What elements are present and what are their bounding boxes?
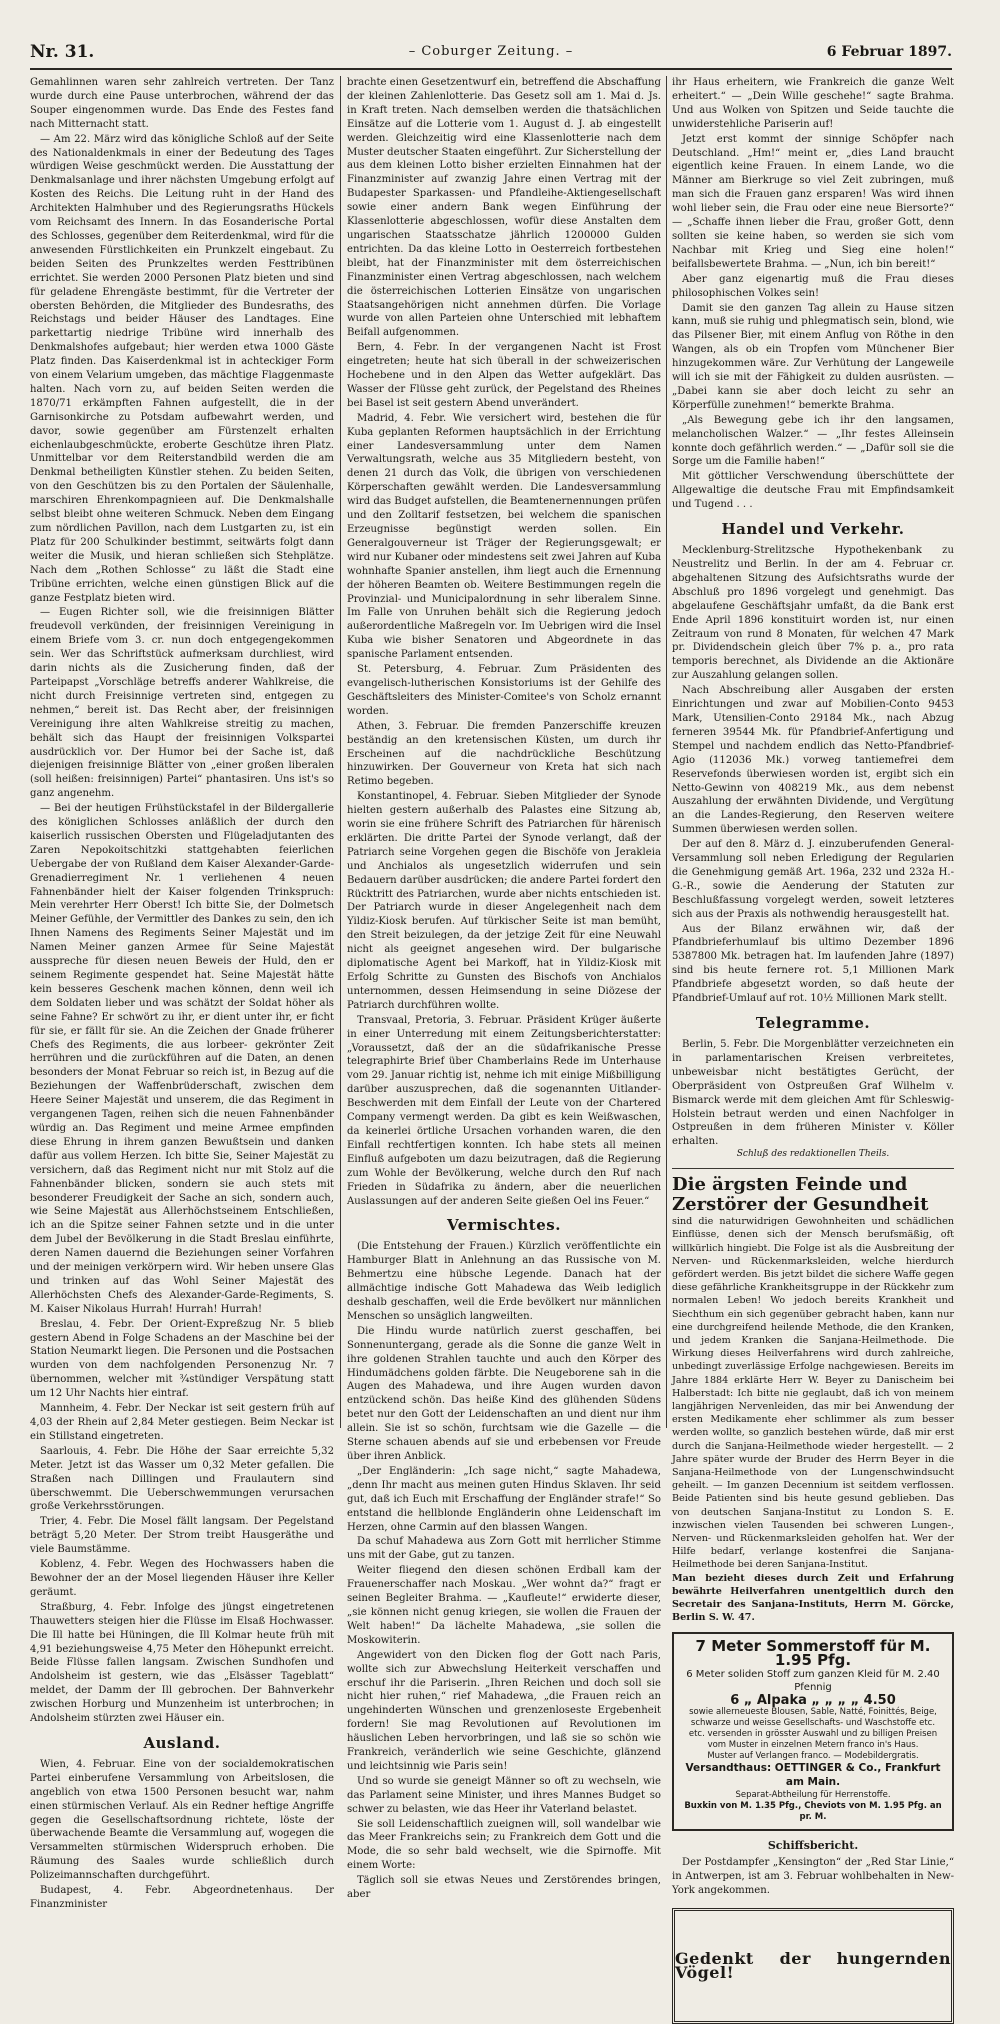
article-paragraph: Aber ganz eigenartig muß die Frau dieses philosophischen Volkes sein!	[672, 273, 954, 299]
section-title-ausland: Ausland.	[143, 1733, 221, 1752]
news-item: Nach Abschreibung aller Ausgaben der ersten Einrichtungen und zwar auf Mobilien-Conto 9453 Mark, Utensilien-Conto 29184 Mk., nach Abzug ferneren 39544 Mk. für Pfandbrief-Anfertigung und Stempel und nachdem endlich das Netto-Pfandbrief-Agio (112036 Mk.) vorweg tantiemefrei dem Reservefonds überwiesen worden ist, ergibt sich ein Netto-Gewinn von 408219 Mk., aus dem nebenst Auszahlung der erwähnten Dividende, und Vergütung an die Landes-Regierung, den Reserven weitere Summen überwiesen werden sollen.	[672, 685, 954, 836]
ad-line: Muster auf Verlangen franco. — Modebildergratis.	[707, 1751, 919, 1762]
advertisement-fabric	[672, 1632, 954, 1831]
news-item: Wien, 4. Februar. Eine von der socialdemokratischen Partei einberufene Versammlung von Arbeitslosen, die angeblich von etwa 1500 Personen besucht war, nahm einen stürmischen Verlauf. Als ein Redner heftige Angriffe gegen die Gesellschaftsordnung richtete, löste der überwachende Beamte die Versammlung auf, wogegen die Versammelten stürmischen Widerspruch erhoben. Die Räumung des Saales wurde schließlich durch Polizeimannschaften durchgeführt.	[30, 1758, 334, 1882]
ad-headline: 7 Meter Sommerstoff für M. 1.95 Pfg.	[695, 1637, 931, 1670]
news-item: Trier, 4. Febr. Die Mosel fällt langsam. Der Pegelstand beträgt 5,20 Meter. Der Strom treibt Hausgeräthe und viele Baumstämme.	[30, 1516, 334, 1556]
article-paragraph: — Bei der heutigen Frühstückstafel in der Bildergallerie des königlichen Schlosses anläßlich der durch den kaiserlich russischen Obersten und Flügeladjutanten des Zaren Nepokoitschitzki stattgehabten feierlichen Uebergabe der von Rußland dem Kaiser Alexander-Garde-Grenadierregiment Nr. 1 verliehenen 4 neuen Fahnenbänder hielt der Kaiser folgenden Trinkspruch: Mein verehrter Herr Oberst! Ich bitte Sie, der Dolmetsch Meiner Gefühle, der Vermittler des Dankes zu sein, den ich Ihnen Namens des Regiments Seiner Majestät und im Namen Meiner ganzen Armee für Seine Majestät ausspreche für diesen neuen Beweis der Huld, den er seinem Regimente gespendet hat. Seine Majestät hätte kein besseres Geschenk machen können, denn weil ich dem Soldaten lieber und was schätzt der Soldat höher als seine Fahne? Er schwört zu ihr, er dient unter ihr, er ficht für sie, er fällt für sie. An die Zeichen der Gnade früherer Chefs des Regiments, die aus lorbeer- gekrönter Zeit herrühren und die zurückführen auf die Daten, an denen besonders der Monat Februar so reich ist, in Bezug auf die Beziehungen der Waffenbrüderschaft, zwischen dem Heere Seiner Majestät und unserem, die das Regiment in vergangenen Tagen, reihen sich die neuen Fahnenbänder würdig an. Das Regiment und meine Armee empfinden diese Ehrung in ihrem ganzen Bewußtsein und danken dafür aus vollem Herzen. Ich bitte Sie, Seiner Majestät zu versichern, daß das Regiment nicht nur mit Stolz auf die Fahnenbänder blicken, sondern sie auch stets mit besonderer Freudigkeit der Sache an sich, sondern auch, wie Seine Majestät aus Allerhöchstseinem Entschließen, ich an die Spitze seiner Fahnen setzte und in die unter dem Jubel der Bevölkerung in die Stadt Breslau einführte, deren Namen dauernd die Beziehungen seiner Vorfahren und der meinigen verkörpern wird. Wir heben unsere Glas und trinken auf das Wohl Seiner Majestät des Allerhöchsten Chefs des Alexander-Garde-Regiments, S. M. Kaiser Nikolaus Hurrah! Hurrah! Hurrah!	[30, 803, 334, 1315]
article-paragraph: Täglich soll sie etwas Neues und Zerstörendes bringen, aber	[347, 1875, 661, 1901]
advertisement-health	[672, 1175, 954, 1624]
ad-line: sowie allerneueste Blousen, Sable, Natté, Foinittés, Beige, schwarze und weisse Gesellschafts- und Waschstoffe etc. etc. versenden in grösster Auswahl und zu billigen Preisen vom Muster in einzelnen Metern franco in's Haus.	[688, 1707, 938, 1751]
notice-birds	[672, 1908, 954, 2024]
article-paragraph: Gemahlinnen waren sehr zahlreich vertreten. Der Tanz wurde durch eine Pause unterbrochen, während der das Souper eingenommen wurde. Das Ende des Festes fand nach Mitternacht statt.	[30, 77, 334, 130]
news-item: Aus der Bilanz erwähnen wir, daß der Pfandbrieferhumlauf bis ultimo Dezember 1896 5387800 Mk. betragen hat. Im laufenden Jahre (1897) sind bis heute fernere rot. 5,1 Millionen Mark Pfandbriefe abgesetzt worden, so daß heute der Pfandbrief-Umlauf auf rot. 10½ Millionen Mark stellt.	[672, 923, 954, 1005]
article-paragraph: Und so wurde sie geneigt Männer so oft zu wechseln, wie das Parlament seine Minister, und ihres Mannes Budget so schwer zu belasten, wie das Heer ihr Vaterland belastet.	[347, 1775, 661, 1815]
article-paragraph: Da schuf Mahadewa aus Zorn Gott mit herrlicher Stimme uns mit der Gabe, gut zu tanzen.	[347, 1536, 661, 1562]
divider	[672, 1168, 954, 1169]
news-item: Der Postdampfer „Kensington“ der „Red Star Linie,“ in Antwerpen, ist am 3. Februar wohlbehalten in New-York angekommen.	[672, 1856, 954, 1896]
article-paragraph: Sie soll Leidenschaftlich zueignen will, soll wandelbar wie das Meer Frankreichs sein; zu Frankreich dem Gott und die Mode, die so sehr bald wechselt, wie die Spirnoffe. Mit einem Worte:	[347, 1818, 661, 1872]
article-paragraph: Damit sie den ganzen Tag allein zu Hause sitzen kann, muß sie ruhig und phlegmatisch sein, blond, wie das Pilsener Bier, mit einem Anflug von Röthe in den Wangen, als ob ein Tropfen vom Münchener Bier hinzugekommen wäre. Zur Verhütung der Langeweile will ich sie mit der Fähigkeit zu dulden ausrüsten. — „Dabei kann sie aber doch leicht zu sehr an Körperfülle zunehmen!“ bemerkte Brahma.	[672, 302, 954, 411]
article-paragraph: ihr Haus erheitern, wie Frankreich die ganze Welt erheitert.“ — „Dein Wille geschehe!“ sagte Brahma. Und aus Wolken von Spitzen und Seide tauchte die unwiderstehliche Pariserin auf!	[672, 77, 954, 130]
news-item: Transvaal, Pretoria, 3. Februar. Präsident Krüger äußerte in einer Unterredung mit einem Zeitungsberichterstatter: „Voraussetzt, daß der an die südafrikanische Presse telegraphirte Brief über Chamberlains Rede im Unterhause vom 29. Januar richtig ist, nehme ich mit einige Mißbilligung darüber auszusprechen, daß die sogenannten Uitlander-Beschwerden mit dem Einfall der Leute von der Chartered Company vermengt werden. Da gibt es kein Weißwaschen, da keinerlei örtliche Ursachen vorhanden waren, die den Einfall rechtfertigen konnten. Ich habe stets all meinen Einfluß aufgeboten um dazu beizutragen, daß die Regierung zum Wohle der Bevölkerung, welche durch den Ruf nach Frieden in Südafrika zu ändern, aber die neuerlichen Auslassungen auf der anderen Seite gießen Oel ins Feuer.“	[347, 1014, 661, 1207]
news-item: Koblenz, 4. Febr. Wegen des Hochwassers haben die Bewohner der an der Mosel liegenden Häuser ihre Keller geräumt.	[30, 1559, 334, 1598]
ad-line: 6 Meter soliden Stoff zum ganzen Kleid für M. 2.40 Pfennig	[686, 1669, 940, 1694]
news-item: Konstantinopel, 4. Februar. Sieben Mitglieder der Synode hielten gestern außerhalb des Palastes eine Sitzung ab, worin sie eine frühere Schrift des Patriarchen für härenisch erklärten. Die dritte Partei der Synode verlangt, daß der Patriarch seine Vorgehen gegen die Bischöfe von Jerakleia und Anchialos als ungesetzlich widerrufen und sein Bedauern darüber ausdrücken; die andere Partei fordert den Rücktritt des Patriarchen, wurde aber nichts entschieden ist. Der Patriarch wurde in dieser Angelegenheit nach dem Yildiz-Kiosk berufen. Auf türkischer Seite ist man bemüht, den Streit beizulegen, da der jetzige Zeit für eine Neuwahl nicht als geeignet angesehen wird. Der bulgarische diplomatische Agent bei Markoff, hat in Yildiz-Kiosk mit Erfolg Schritte zu Gunsten des Bischofs von Anchialos unternommen, dessen Heimsendung in seine Diözese der Patriarch durchführen wollte.	[347, 791, 661, 1011]
issue-number: Nr. 31.	[30, 42, 95, 62]
news-item: Breslau, 4. Febr. Der Orient-Expreßzug Nr. 5 blieb gestern Abend in Folge Schadens an der Maschine bei der Station Neumarkt liegen. Die Personen und die Postsachen wurden von dem nachfolgenden Personenzug Nr. 7 übernommen, welcher mit ¾stündiger Verspätung statt um 12 Uhr Nachts hier eintraf.	[30, 1318, 334, 1400]
notice-text: Gedenkt der hungernden Vögel!	[675, 1948, 951, 1982]
editorial-end-note: Schluß des redaktionellen Theils.	[736, 1149, 890, 1160]
ad-firm: Versandthaus: OETTINGER & Co., Frankfurt am Main.	[685, 1762, 941, 1789]
news-item: Straßburg, 4. Febr. Infolge des jüngst eingetretenen Thauwetters steigen hier die Flüsse im Elsaß Hochwasser. Die Ill hatte bei Hüningen, die Ill Kolmar heute früh mit 4,91 beziehungsweise 4,75 Meter den Höhepunkt erreicht. Beide Flüsse fallen langsam. Zwischen Sundhofen und Andolsheim ist gestern, wie das „Elsässer Tageblatt“ meldet, der Damm der Ill gebrochen. Der Bahnverkehr zwischen Horburg und Munzenheim ist unterbrochen; in Andolsheim stürzten zwei Häuser ein.	[30, 1601, 334, 1725]
ad-line: Separat-Abtheilung für Herrenstoffe.	[735, 1790, 891, 1801]
page-header	[30, 38, 952, 70]
article-paragraph: brachte einen Gesetzentwurf ein, betreffend die Abschaffung der kleinen Zahlenlotterie. Das Gesetz soll am 1. Mai d. Js. in Kraft treten. Nach demselben werden die thatsächlichen Einsätze auf die Lotterie vom 1. August d. J. ab eingestellt werden. Gleichzeitig wird eine Klassenlotterie nach dem Muster deutscher Staaten eingeführt. Zur Sicherstellung der aus dem kleinen Lotto bisher erzielten Einnahmen hat der Finanzminister auf zwanzig Jahre einen Vertrag mit der Budapester Sparkassen- und Pfandleihe-Aktiengesellschaft sowie einer andern Bank wegen Einführung der Klassenlotterie abgeschlossen, wofür diese Anstalten dem ungarischen Staatsschatze jährlich 1200000 Gulden entrichten. Da das kleine Lotto in Oesterreich fortbestehen bleibt, hat der Finanzminister mit dem österreichischen Finanzminister einen Vertrag abgeschlossen, nach welchem die österreichischen Lotterien Einsätze von ungarischen Staatsangehörigen nicht annehmen dürfen. Die Vorlage wurde von allen Parteien ohne Unterschied mit lebhaftem Beifall aufgenommen.	[347, 77, 661, 339]
article-paragraph: „Der Engländerin: „Ich sage nicht,“ sagte Mahadewa, „denn Ihr macht aus meinen guten Hindus Sklaven. Ihr seid gut, daß ich Euch mit Erschaffung der Engländer strafe!“ So entstand die hellblonde Engländerin ohne Leidenschaft im Herzen, ohne Carmin auf den blassen Wangen.	[347, 1465, 661, 1533]
article-paragraph: — Am 22. März wird das königliche Schloß auf der Seite des Nationaldenkmals in einer der Bedeutung des Tages würdigen Weise geschmückt werden. Die Ausstattung der Denkmalsanlage und ihrer nächsten Umgebung erfolgt auf Kosten des Reichs. Die Leitung ruht in der Hand des Architekten Halmhuber und des Regierungsraths Hückels vom Reichsamt des Innern. In das Eosanderische Portal des Schlosses, gegenüber dem Reiterdenkmal, wird für die anwesenden Fürstlichkeiten ein Prunkzelt eingebaut. Zu beiden Seiten des Prunkzeltes werden Festtribünen errichtet. Sie werden 2000 Personen Platz bieten und sind für geladene Ehrengäste bestimmt, für die Vertreter der obersten Behörden, die Mitglieder des Bundesraths, des Reichstags und beider Häuser des Landtages. Eine parkettartig niedrige Tribüne wird innerhalb des Denkmalshofes aufgebaut; hier werden etwa 1000 Gäste Platz finden. Das Kaiserdenkmal ist in achteckiger Form von einem Velarium umgeben, das mächtige Flaggenmaste halten. Nach vorn zu, auf beiden Seiten werden die 1870/71 erkämpften Fahnen aufgestellt, die in der Garnisonkirche zu Potsdam aufbewahrt werden, und davor, sowie gegenüber am Fürstenzelt erhalten eichenlaubgeschmückte, eroberte Geschütze ihren Platz. Unmittelbar vor dem Reiterstandbild werden die am Denkmal betheiligten Künstler stehen. Zu beiden Seiten, von den Geschützen bis zu den Portalen der Säulenhalle, marschiren Ehrenkompagnieen auf. Die Denkmalshalle selbst bleibt ohne weiteren Schmuck. Neben dem Eingang zum nördlichen Pavillon, nach dem Lustgarten zu, ist ein Platz für 200 Schulkinder bestimmt, seitwärts folgt dann weiter die Musik, und hieran schließen sich Stehplätze. Nach dem „Rothen Schlosse“ zu läßt die Stadt eine Tribüne errichten, welche einen günstigen Blick auf die ganze Festplatz bieten wird.	[30, 133, 334, 604]
section-title-vermischtes: Vermischtes.	[447, 1216, 561, 1235]
news-item: Budapest, 4. Febr. Abgeordnetenhaus. Der Finanzminister	[30, 1885, 334, 1910]
news-item: Berlin, 5. Febr. Die Morgenblätter verzeichneten ein in parlamentarischen Kreisen verbreitetes, unbeweisbar nicht bestätigtes Gerücht, der Oberpräsident von Ostpreußen Graf Wilhelm v. Bismarck werde mit dem gleichen Amt für Schleswig-Holstein betraut werden und einen Nachfolger in Ostpreußen in dem früheren Minister v. Köller erhalten.	[672, 1039, 954, 1148]
ad-line: 6 „ Alpaka „ „ „ „ 4.50	[730, 1693, 896, 1709]
column-rule	[340, 76, 341, 1428]
column-2	[347, 76, 661, 1901]
section-title-telegramme: Telegramme.	[755, 1014, 871, 1032]
article-paragraph: Die Hindu wurde natürlich zuerst geschaffen, bei Sonnenuntergang, gerade als die Sonne die ganze Welt in ihre goldenen Strahlen tauchte und auch den Körper des Hindumädchens golden färbte. Die Neugeborene sah in die Augen des Mahadewa, und ihre Augen wurden davon entzückend schön. Das heiße Kind des glühenden Südens betet nur den Gott der Leidenschaften an und dient nur ihm allein. Sie ist so schön, furchtsam wie die Gazelle — die Sterne schauen abends auf sie und erbebensen vor Freude über ihren Anblick.	[347, 1325, 661, 1462]
ad-body: sind die naturwidrigen Gewohnheiten und schädlichen Einflüsse, denen sich der Mensch berufsmäßig, oft willkürlich hingiebt. Die Folge ist als die Ausbreitung der Nerven- und Rückenmarksleiden, welche hierdurch gefördert werden. Bis jetzt bildet die sichere Waffe gegen diese gefährliche Krankheitsgruppe in der Rückkehr zum normalen Leben! Wo jedoch bereits Krankheit und Siechthum ein sich gegenüber gebracht haben, kann nur eine durchgreifend heilende Methode, die den Kranken, und jedem Kranken die Sanjana-Heilmethode. Die Wirkung dieses Heilverfahrens wird durch zahlreiche, unbedingt zuverlässige Erfolge nachgewiesen. Bereits im Jahre 1884 erklärte Herr W. Beyer zu Danischeim bei Halberstadt: Ich bitte nie geglaubt, daß ich von meinem langjährigen Nervenleiden, das mir bei Anwendung der ersten Medikamente eher schlimmer als zum besser werden wollte, so ganzlich bestehen würde, daß mir erst durch die Sanjana-Heilmethode wieder hergestellt. — 2 Jahre später wurde der Bruder des Herrn Beyer in die Sanjana-Heilmethode von der Lungenschwindsucht geheilt. — Im ganzen Decennium ist seitdem verflossen. Beide Patienten sind bis heute gesund geblieben. Das von deutschen Sanjana-Institut zu London S. E. inzwischen vielen Tausenden bei schweren Lungen-, Nerven- und Rückenmarksleiden geholfen hat. Wer der Hilfe bedarf, verlange kostenfrei die Sanjana-Heilmethode bei deren Sanjana-Institut.	[672, 1216, 954, 1571]
news-item: Der auf den 8. März d. J. einzuberufenden General-Versammlung soll neben Erledigung der Regularien die Genehmigung gemäß Art. 196a, 232 und 232a H.-G.-R., sowie die Aenderung der Statuten zur Beschlußfassung vorgelegt werden, soweit letzteres sich aus der Praxis als nothwendig herausgestellt hat.	[672, 839, 954, 920]
news-item: Mecklenburg-Strelitzsche Hypothekenbank zu Neustrelitz und Berlin. In der am 4. Februar cr. abgehaltenen Sitzung des Aufsichtsraths wurde der Abschluß pro 1896 vorgelegt und genehmigt. Das abgelaufene Geschäftsjahr umfaßt, da die Bank erst Ende April 1896 konstituirt worden ist, nur einen Zeitraum von rund 8 Monaten, für welchen 47 Mark pr. Dividendschein gleich über 7% p. a., pro rata temporis berechnet, als Dividende an die Aktionäre zur Auszahlung gelangen sollen.	[672, 545, 954, 682]
article-paragraph: — Eugen Richter soll, wie die freisinnigen Blätter freudevoll verkünden, der freisinnigen Vereinigung in einem Briefe vom 3. cr. nun doch entgegengekommen sein. Wer das Schriftstück aufmerksam durchliest, wird darin nichts als die Zusicherung finden, daß der Parteipapst „Vorschläge betreffs anderer Wahlkreise, die nicht durch Freisinnige vertreten sind, entgegen zu nehmen,“ bereit ist. Das Recht aber, der freisinnigen Vereinigung ihre alten Wahlkreise streitig zu machen, behält sich das Haupt der freisinnigen Volkspartei ausdrücklich vor. Der Humor bei der Sache ist, daß diejenigen freisinnige Blätter von „einer großen liberalen (soll heißen: freisinnigen) Partei“ phantasiren. Uns ist's so ganz angenehm.	[30, 607, 334, 800]
article-paragraph: Jetzt erst kommt der sinnige Schöpfer nach Deutschland. „Hm!“ meint er, „dies Land braucht eigentlich keine Frauen. In einem Lande, wo die Männer am Bierkruge so viel Zeit zubringen, muß man sich die Frauen ganz ersparen! Was wird ihnen wohl lieber sein, die Frau oder eine neue Biersorte?“ — „Schaffe ihnen lieber die Frau, großer Gott, denn sollten sie keine haben, so werden sie sich vom Nachbar mit Krieg und Sieg eine holen!“ beifallsbewertete Brahma. — „Nun, ich bin bereit!“	[672, 133, 954, 270]
news-item: Saarlouis, 4. Febr. Die Höhe der Saar erreichte 5,32 Meter. Jetzt ist das Wasser um 0,32 Meter gefallen. Die Straßen nach Dillingen und Fraulautern sind überschwemmt. Die Ueberschwemmungen verursachen große Verkehrsstörungen.	[30, 1445, 334, 1513]
news-item: Athen, 3. Februar. Die fremden Panzerschiffe kreuzen beständig an den kretensischen Küsten, um durch ihr Erscheinen auf die nachdrückliche Beschützung hinzuwirken. Der Gouverneur von Kreta hat sich nach Retimo begeben.	[347, 720, 661, 788]
news-item: Bern, 4. Febr. In der vergangenen Nacht ist Frost eingetreten; heute hat sich überall in der schweizerischen Hochebene und in den Alpen das Wetter aufgeklärt. Das Wasser der Flüsse geht zurück, der Pegelstand des Rheines bei Basel ist seit gestern Abend unverändert.	[347, 342, 661, 409]
ad-line: Buxkin von M. 1.35 Pfg., Cheviots von M. 1.95 Pfg. an pr. M.	[684, 1801, 942, 1823]
article-paragraph: Weiter fliegend den diesen schönen Erdball kam der Frauenerschaffer nach Moskau. „Wer wohnt da?“ fragt er seinen Begleiter Brahma. — „Kaufleute!“ erwiderte dieser, „sie können nicht genug kriegen, sie wollen die Frauen der Welt haben!“ Da lächelte Mahadewa, „sie sollen die Moskowiterin.	[347, 1565, 661, 1646]
section-title-schiffsbericht: Schiffsbericht.	[767, 1839, 859, 1853]
column-3	[672, 76, 954, 1982]
issue-date: 6 Februar 1897.	[826, 44, 952, 60]
section-title-handel: Handel und Verkehr.	[721, 520, 905, 539]
article-paragraph: (Die Entstehung der Frauen.) Kürzlich veröffentlichte ein Hamburger Blatt in Anlehnung an das Russische von M. Behmertzu eine hübsche Legende. Danach hat der allmächtige indische Gott Mahadewa das Weib lediglich deshalb geschaffen, weil die Erde bevölkert nur männlichen Menschen so unsäglich langweilten.	[347, 1241, 661, 1322]
column-rule	[666, 76, 667, 1428]
ad-footer: Man bezieht dieses durch Zeit und Erfahrung bewährte Heilverfahren unentgeltlich durch den Secretair des Sanjana-Instituts, Herrn M. Görcke, Berlin S. W. 47.	[672, 1572, 954, 1624]
masthead: – Coburger Zeitung. –	[408, 44, 574, 59]
column-1	[30, 76, 334, 1910]
news-item: Madrid, 4. Febr. Wie versichert wird, bestehen die für Kuba geplanten Reformen hauptsächlich in der Errichtung einer Landesversammlung unter dem Namen Verwaltungsrath, welche aus 35 Mitgliedern besteht, von denen 21 durch das Volk, die übrigen von verschiedenen Körperschaften gewählt werden. Die Landesversammlung wird das Budget aufstellen, die Beamtenernennungen prüfen und den Zolltarif festsetzen, bei welchem die spanischen Erzeugnisse begünstigt werden sollen. Ein Generalgouverneur ist Träger der Regierungsgewalt; er wird nur Kubaner oder mindestens seit zwei Jahren auf Kuba wohnhafte Spanier anstellen, ihm liegt auch die Ernennung der höheren Beamten ob. Weitere Bestimmungen regeln die Provinzial- und Municipalordnung in sehr liberalem Sinne. Im Falle von Unruhen behält sich die Regierung jedoch außerordentliche Maßregeln vor. Im Uebrigen wird die Insel Kuba wie bisher Senatoren und Abgeordnete in das spanische Parlament entsenden.	[347, 412, 661, 661]
article-paragraph: Angewidert von den Dicken flog der Gott nach Paris, wollte sich zur Abwechslung Heiterkeit verschaffen und erschuf ihr die Pariserin. „Ihren Reichen und doch soll sie nicht hier ruhen,“ rief Mahadewa, „die Frauen reich an ungehinderten Wünschen und grenzenloseste Ergebenheit fordern! Sie mag Revolutionen auf Revolutionen im häuslichen Leben hervorbringen, und laß sie so schön wie Frankreich, veränderlich wie seine Geschichte, glänzend und leichtsinnig wie Paris sein!	[347, 1649, 661, 1772]
news-item: Mannheim, 4. Febr. Der Neckar ist seit gestern früh auf 4,03 der Rhein auf 2,84 Meter gestiegen. Beim Neckar ist ein Stillstand eingetreten.	[30, 1403, 334, 1442]
article-paragraph: „Als Bewegung gebe ich ihr den langsamen, melancholischen Walzer.“ — „Ihr festes Alleinsein konnte doch gefährlich werden.“ — „Dafür soll sie die Sorge um die Familie haben!“	[672, 414, 954, 468]
ad-headline: Die ärgsten Feinde und Zerstörer der Gesundheit	[672, 1174, 929, 1216]
news-item: St. Petersburg, 4. Februar. Zum Präsidenten des evangelisch-lutherischen Konsistoriums ist der Gehilfe des Geschäftsleiters des Minister-Comitee's von Scholz ernannt worden.	[347, 664, 661, 717]
article-paragraph: Mit göttlicher Verschwendung überschüttete der Allgewaltige die deutsche Frau mit Empfindsamkeit und Tugend . . .	[672, 471, 954, 511]
